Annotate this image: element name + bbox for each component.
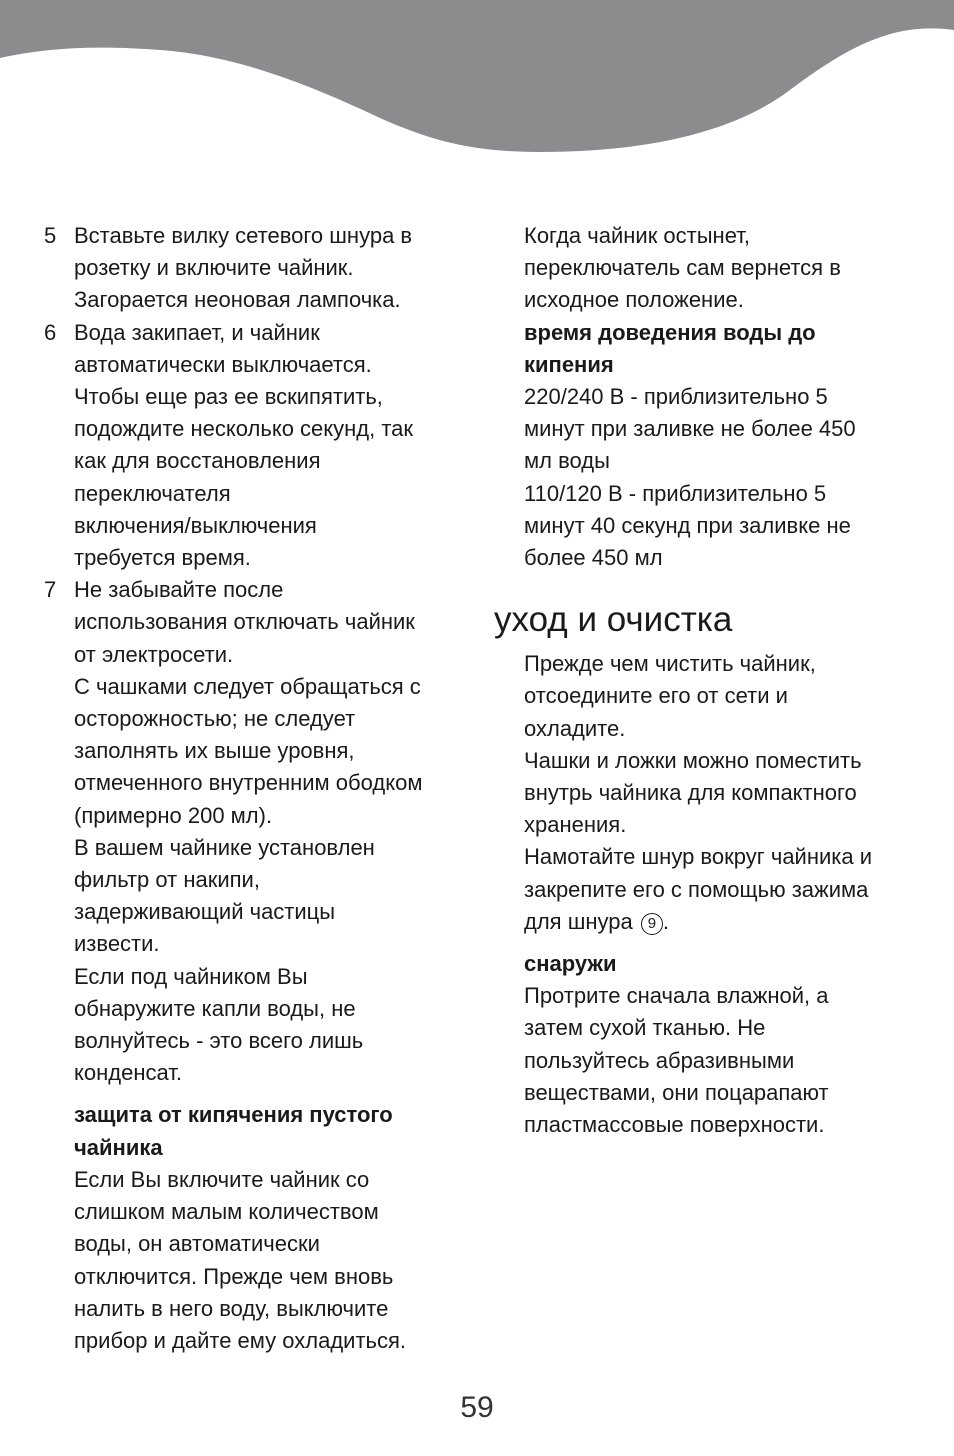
text-line: подождите несколько секунд, так: [74, 416, 414, 442]
boil-time-section: [494, 317, 934, 575]
text-line: воды, он автоматически: [74, 1231, 320, 1257]
text-line: Чашки и ложки можно поместить: [524, 747, 862, 773]
text-line: веществами, они поцарапают: [524, 1079, 829, 1105]
text-line: В вашем чайнике установлен: [74, 834, 375, 860]
text-line-with-ref: [524, 906, 934, 938]
text-line: Не забывайте после: [74, 577, 284, 603]
text-line: переключатель сам вернется в: [524, 255, 841, 281]
text-fragment: .: [662, 908, 669, 934]
text-line: Прежде чем чистить чайник,: [524, 651, 816, 677]
text-line: прибор и дайте ему охладиться.: [74, 1327, 407, 1353]
section-title-care: уход и очистка: [494, 600, 733, 640]
circled-number-icon: 9: [641, 913, 663, 935]
dry-boil-section: [44, 1099, 464, 1357]
text-line: внутрь чайника для компактного: [524, 780, 857, 806]
text-line: извести.: [74, 931, 160, 957]
text-line: переключателя: [74, 480, 231, 506]
text-line: волнуйтесь - это всего лишь: [74, 1028, 364, 1054]
step-5: [44, 220, 464, 317]
text-line: слишком малым количеством: [74, 1199, 379, 1225]
text-line: минут при заливке не более 450: [524, 416, 856, 442]
text-line: фильтр от накипи,: [74, 867, 260, 893]
text-line: исходное положение.: [524, 287, 744, 313]
text-line: использования отключать чайник: [74, 609, 415, 635]
text-line: С чашками следует обращаться с: [74, 673, 421, 699]
text-line: охладите.: [524, 715, 626, 741]
heading-line: кипения: [524, 351, 614, 377]
text-line: закрепите его с помощью зажима: [524, 876, 869, 902]
text-line: от электросети.: [74, 641, 234, 667]
text-line: пластмассовые поверхности.: [524, 1112, 825, 1138]
text-line: хранения.: [524, 812, 627, 838]
step-6-text: [74, 317, 464, 575]
page-number: 59: [460, 1391, 494, 1424]
text-line: (примерно 200 мл).: [74, 802, 273, 828]
text-line: мл воды: [524, 448, 610, 474]
step-6: [44, 317, 464, 575]
text-line: Когда чайник остынет,: [524, 223, 750, 248]
step-number: 6: [44, 319, 57, 345]
text-line: Протрите сначала влажной, а: [524, 983, 829, 1009]
text-line: 110/120 В - приблизительно 5: [524, 480, 827, 506]
text-line: минут 40 секунд при заливке не: [524, 512, 851, 538]
text-line: требуется время.: [74, 545, 251, 571]
boil-time-heading: [524, 317, 934, 381]
text-line: осторожностью; не следует: [74, 706, 356, 732]
text-line: Вставьте вилку сетевого шнура в: [74, 223, 413, 248]
text-line: задерживающий частицы: [74, 899, 336, 925]
heading-line: время доведения воды до: [524, 319, 816, 345]
text-line: Если под чайником Вы: [74, 963, 308, 989]
text-line: затем сухой тканью. Не: [524, 1015, 766, 1041]
text-line: 220/240 В - приблизительно 5: [524, 384, 828, 410]
text-line: как для восстановления: [74, 448, 321, 474]
text-line: Намотайте шнур вокруг чайника и: [524, 844, 873, 870]
text-line: пользуйтесь абразивными: [524, 1047, 795, 1073]
step-7-text: [74, 574, 464, 1089]
step-5-text: [74, 220, 464, 317]
text-line: конденсат.: [74, 1060, 182, 1086]
step-number: 5: [44, 223, 57, 248]
outside-section: [494, 948, 934, 1141]
header-wave-decoration: [0, 0, 954, 160]
text-line: отсоедините его от сети и: [524, 683, 788, 709]
text-line: розетку и включите чайник.: [74, 255, 354, 281]
text-line: обнаружите капли воды, не: [74, 995, 356, 1021]
step-7: [44, 574, 464, 1089]
text-line: отмеченного внутренним ободком: [74, 770, 423, 796]
text-line: автоматически выключается.: [74, 351, 372, 377]
text-line: заполнять их выше уровня,: [74, 738, 355, 764]
step-number: 7: [44, 577, 57, 603]
text-line: отключится. Прежде чем вновь: [74, 1263, 394, 1289]
cool-down-note: [494, 220, 934, 317]
heading-line: чайника: [74, 1134, 163, 1160]
text-line: Если Вы включите чайник со: [74, 1166, 370, 1192]
text-line: Загорается неоновая лампочка.: [74, 287, 401, 313]
text-line: Вода закипает, и чайник: [74, 319, 320, 345]
right-column: [494, 220, 934, 1141]
left-column: [44, 220, 464, 1357]
outside-heading: снаружи: [524, 951, 617, 977]
dry-boil-heading: [74, 1099, 464, 1163]
text-fragment: для шнура: [524, 908, 633, 934]
text-line: Чтобы еще раз ее вскипятить,: [74, 384, 383, 410]
care-instructions: [494, 648, 934, 938]
text-line: налить в него воду, выключите: [74, 1295, 389, 1321]
text-line: включения/выключения: [74, 512, 317, 538]
heading-line: защита от кипячения пустого: [74, 1102, 393, 1128]
text-line: более 450 мл: [524, 545, 663, 571]
